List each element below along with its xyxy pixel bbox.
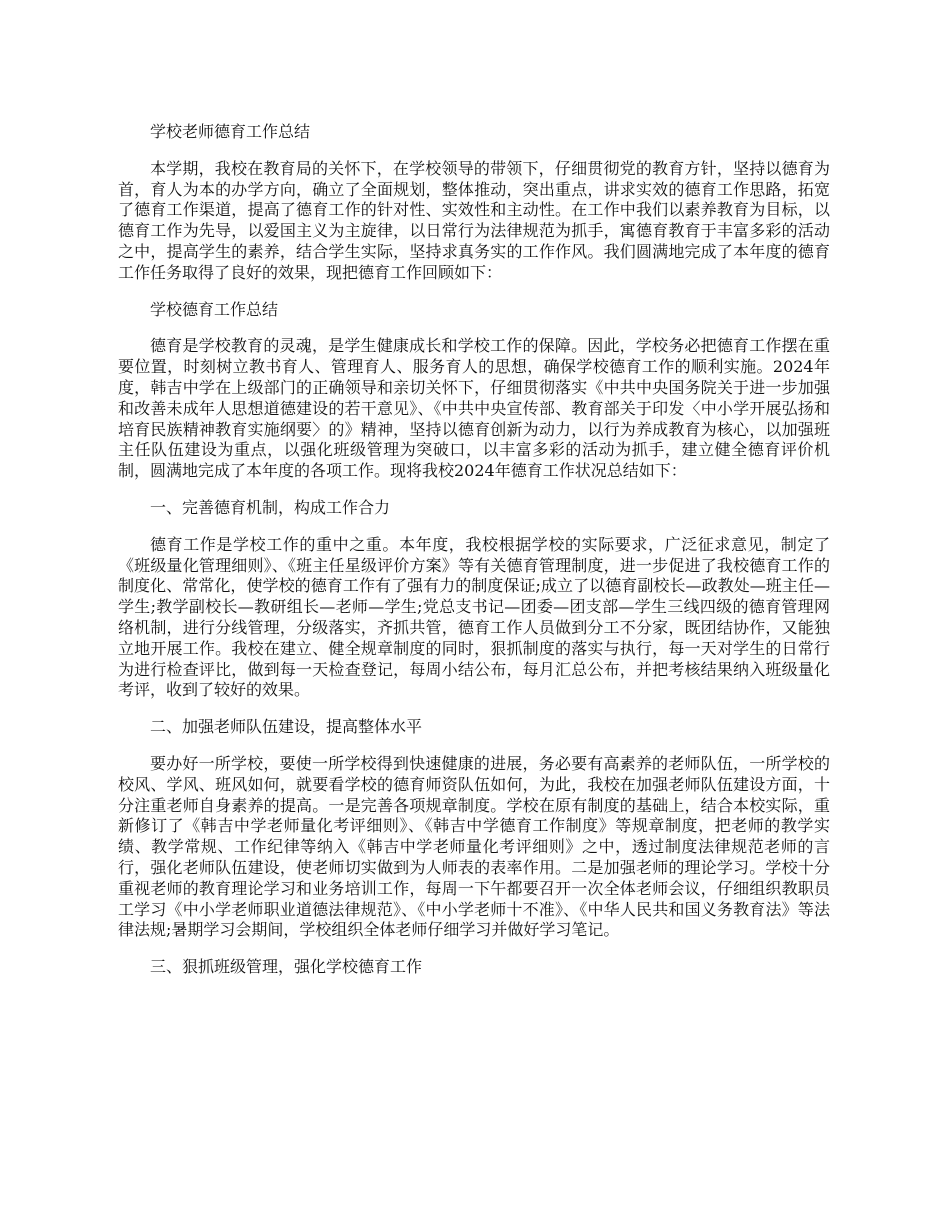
section-heading-1: 一、完善德育机制，构成工作合力 [150, 497, 391, 517]
section-heading-3: 三、狠抓班级管理，强化学校德育工作 [150, 957, 423, 977]
document-title: 学校老师德育工作总结 [150, 122, 311, 141]
summary-paragraph: 德育是学校教育的灵魂，是学生健康成长和学校工作的保障。因此，学校务必把德育工作摆在重要位置，时刻树立教书育人、管理育人、服务育人的思想，确保学校德育工作的顺利实施。2024年度，韩吉中学在上级部门的正确领导和亲切关怀下，仔细贯彻落实《中共中央国务院关于进一步加强和改善未成年人思想道德建设的若干意见》、《中共中央宣传部、教育部关于印发〈中小学开展弘扬和培育民族精神教育实施纲要〉的》精神，坚持以德育创新为动力，以行为养成教育为核心，以加强班主任队伍建设为重点，以强化班级管理为突破口，以丰富多彩的活动为抓手，建立健全德育评价机制，圆满地完成了本年度的各项工作。现将我校2024年德育工作状况总结如下： [118, 336, 830, 481]
section-heading-summary: 学校德育工作总结 [150, 299, 279, 319]
section-heading-2: 二、加强老师队伍建设，提高整体水平 [150, 717, 423, 737]
document-body [118, 122, 830, 994]
section-1-paragraph: 德育工作是学校工作的重中之重。本年度，我校根据学校的实际要求，广泛征求意见，制定了《班级量化管理细则》、《班主任星级评价方案》等有关德育管理制度，进一步促进了我校德育工作的制度化、常常化，使学校的德育工作有了强有力的制度保证;成立了以德育副校长—政教处—班主任—学生;教学副校长—教研组长—老师—学生;党总支书记—团委—团支部—学生三线四级的德育管理网络机制，进行分线管理，分级落实，齐抓共管，德育工作人员做到分工不分家，既团结协作，又能独立地开展工作。我校在建立、健全规章制度的同时，狠抓制度的落实与执行，每一天对学生的日常行为进行检查评比，做到每一天检查登记，每周小结公布，每月汇总公布，并把考核结果纳入班级量化考评，收到了较好的效果。 [118, 534, 830, 700]
intro-paragraph: 本学期，我校在教育局的关怀下，在学校领导的带领下，仔细贯彻党的教育方针，坚持以德育为首，育人为本的办学方向，确立了全面规划，整体推动，突出重点，讲求实效的德育工作思路，拓宽了德育工作渠道，提高了德育工作的针对性、实效性和主动性。在工作中我们以素养教育为目标，以德育工作为先导，以爱国主义为主旋律，以日常行为法律规范为抓手，寓德育教育于丰富多彩的活动之中，提高学生的素养，结合学生实际，坚持求真务实的工作作风。我们圆满地完成了本年度的德育工作任务取得了良好的效果，现把德育工作回顾如下： [118, 158, 830, 282]
section-2-paragraph: 要办好一所学校，要使一所学校得到快速健康的进展，务必要有高素养的老师队伍，一所学校的校风、学风、班风如何，就要看学校的德育师资队伍如何，为此，我校在加强老师队伍建设方面，十分注重老师自身素养的提高。一是完善各项规章制度。学校在原有制度的基础上，结合本校实际，重新修订了《韩吉中学老师量化考评细则》、《韩吉中学德育工作制度》等规章制度，把老师的教学实绩、教学常规、工作纪律等纳入《韩吉中学老师量化考评细则》之中，透过制度法律规范老师的言行，强化老师队伍建设，使老师切实做到为人师表的表率作用。二是加强老师的理论学习。学校十分重视老师的教育理论学习和业务培训工作，每周一下午都要召开一次全体老师会议，仔细组织教职员工学习《中小学老师职业道德法律规范》、《中小学老师十不准》、《中华人民共和国义务教育法》等法律法规;暑期学习会期间，学校组织全体老师仔细学习并做好学习笔记。 [118, 753, 830, 940]
